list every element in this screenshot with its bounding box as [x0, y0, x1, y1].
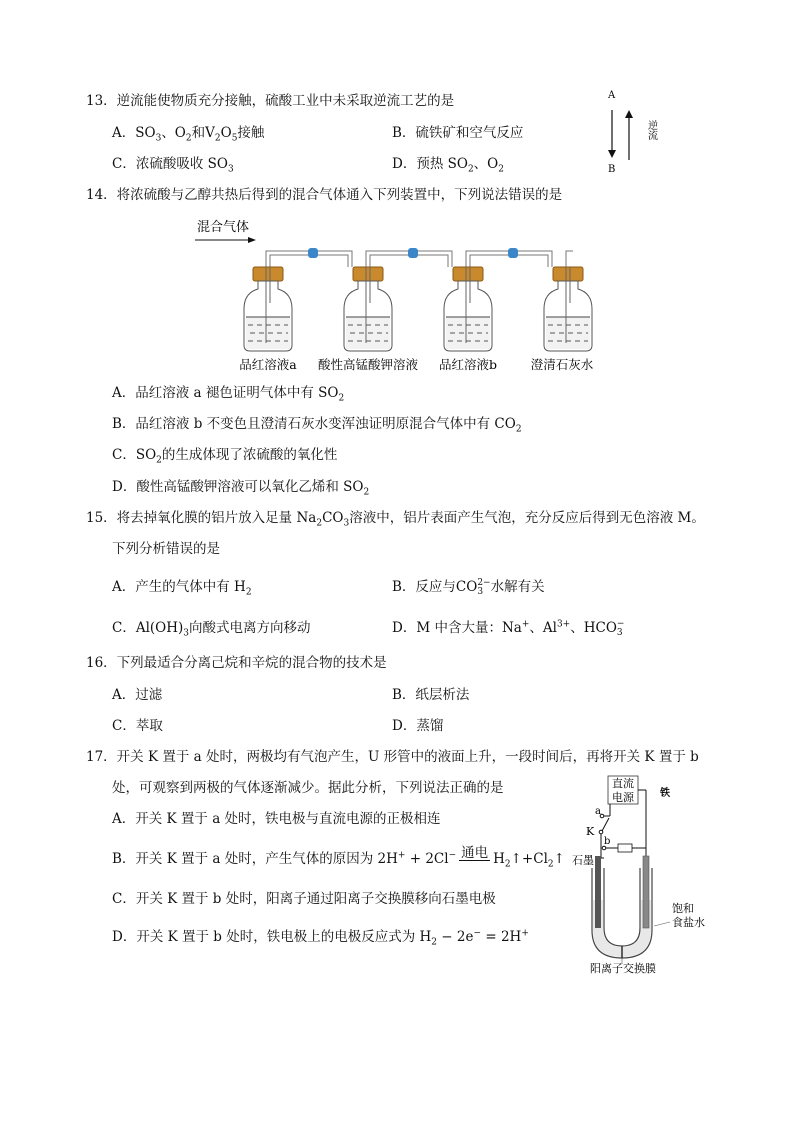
- figure-label-b: B: [608, 164, 616, 175]
- q17-option-a[interactable]: A．开关 K 置于 a 处时，铁电极与直流电源的正极相连: [112, 811, 441, 827]
- switch-k[interactable]: [602, 818, 609, 831]
- power-label-2: 电源: [612, 791, 634, 804]
- switch-k-label: K: [586, 825, 595, 838]
- q13-option-d[interactable]: D．预热 $SO_2$、$O_2$: [392, 156, 504, 175]
- wash-bottle-b: [444, 267, 492, 351]
- graphite-label: 石墨: [572, 854, 594, 867]
- wash-bottle-limewater: [544, 267, 592, 351]
- resistor-icon: [618, 844, 632, 852]
- q15-stem-line1: 15．将去掉氧化膜的铝片放入足量 $Na_2CO_3$溶液中，铝片表面产生气泡，充分反应后得到无色溶液 M。: [86, 510, 705, 529]
- q15-option-c[interactable]: C．$Al(OH)_3$向酸式电离方向移动: [112, 620, 311, 639]
- membrane-label: 阳离子交换膜: [590, 962, 656, 975]
- brine-label-2: 食盐水: [672, 916, 705, 929]
- pipe-connector-icon: [308, 248, 518, 258]
- q17-option-c[interactable]: C．开关 K 置于 b 处时，阳离子通过阳离子交换膜移向石墨电极: [112, 891, 496, 907]
- counterflow-label: 逆流: [645, 120, 657, 140]
- q16-option-b[interactable]: B．纸层析法: [392, 687, 470, 703]
- iron-label: 铁: [660, 788, 670, 799]
- q13-option-b[interactable]: B．硫铁矿和空气反应: [392, 125, 524, 141]
- q13-option-a[interactable]: A．$SO_3$、$O_2$和$V_2O_5$接触: [112, 125, 265, 144]
- mixed-gas-label: 混合气体: [197, 220, 250, 235]
- gas-washing-apparatus: [190, 213, 610, 375]
- wash-bottle-a: [244, 267, 292, 351]
- figure-label-a: A: [608, 90, 616, 101]
- q13-stem: 13．逆流能使物质充分接触，硫酸工业中未采取逆流工艺的是: [86, 93, 455, 109]
- q16-option-d[interactable]: D．蒸馏: [392, 718, 444, 734]
- q14-option-c[interactable]: C．$SO_2$的生成体现了浓硫酸的氧化性: [112, 447, 338, 466]
- u-tube-electrolysis-figure: [566, 774, 746, 978]
- power-label-1: 直流: [612, 777, 634, 790]
- q13-option-c[interactable]: C．浓硫酸吸收 $SO_3$: [112, 156, 234, 175]
- q14-option-d[interactable]: D．酸性高锰酸钾溶液可以氧化乙烯和 $SO_2$: [112, 479, 370, 498]
- q15-option-b[interactable]: B．反应与CO 2− 3 水解有关: [392, 577, 545, 597]
- graphite-electrode: [595, 856, 601, 928]
- up-arrow-icon: [625, 110, 633, 118]
- gas-flow-arrow-icon: [248, 237, 256, 243]
- down-arrow-icon: [608, 150, 616, 158]
- q16-option-c[interactable]: C．萃取: [112, 718, 163, 734]
- q15-option-d[interactable]: D．M 中含大量：Na+、$Al^{3+}$、HCO − 3: [392, 618, 625, 638]
- wash-bottle-kmno4: [344, 267, 392, 351]
- q14-stem: 14．将浓硫酸与乙醇共热后得到的混合气体通入下列装置中，下列说法错误的是: [86, 187, 563, 203]
- q16-option-a[interactable]: A．过滤: [112, 687, 163, 703]
- bottle-label-b: 品红溶液b: [438, 357, 498, 372]
- q15-stem-line2: 下列分析错误的是: [112, 541, 220, 557]
- q17-option-b[interactable]: B．开关 K 置于 a 处时，产生气体的原因为 2H+ + 2Cl− 通电 $H_2↑+Cl_2↑$: [112, 845, 565, 870]
- bottle-label-limewater: 澄清石灰水: [530, 357, 594, 372]
- counterflow-figure: [596, 86, 666, 178]
- q17-option-d[interactable]: D．开关 K 置于 b 处时，铁电极上的电极反应式为 $H_2 - 2e^- = 2H^+$: [112, 928, 529, 948]
- electrolysis-condition: 通电: [461, 845, 489, 861]
- switch-terminal-a: a: [595, 806, 601, 817]
- q14-option-a[interactable]: A．品红溶液 a 褪色证明气体中有 $SO_2$: [112, 385, 345, 404]
- switch-terminal-b: b: [604, 836, 611, 847]
- bottle-label-kmno4: 酸性高锰酸钾溶液: [317, 357, 419, 372]
- iron-electrode: [643, 856, 649, 928]
- q16-stem: 16．下列最适合分离己烷和辛烷的混合物的技术是: [86, 655, 387, 671]
- brine-label-1: 饱和: [672, 902, 694, 915]
- q14-option-b[interactable]: B．品红溶液 b 不变色且澄清石灰水变浑浊证明原混合气体中有 $CO_2$: [112, 416, 522, 435]
- bottle-label-a: 品红溶液a: [239, 357, 297, 372]
- q15-option-a[interactable]: A．产生的气体中有 $H_2$: [112, 579, 252, 598]
- q17-stem-line1: 17．开关 K 置于 a 处时，两极均有气泡产生，U 形管中的液面上升，一段时间后，再将开关 K 置于 b: [86, 749, 699, 765]
- q17-stem-line2: 处，可观察到两极的气体逐渐减少。据此分析，下列说法正确的是: [112, 780, 504, 796]
